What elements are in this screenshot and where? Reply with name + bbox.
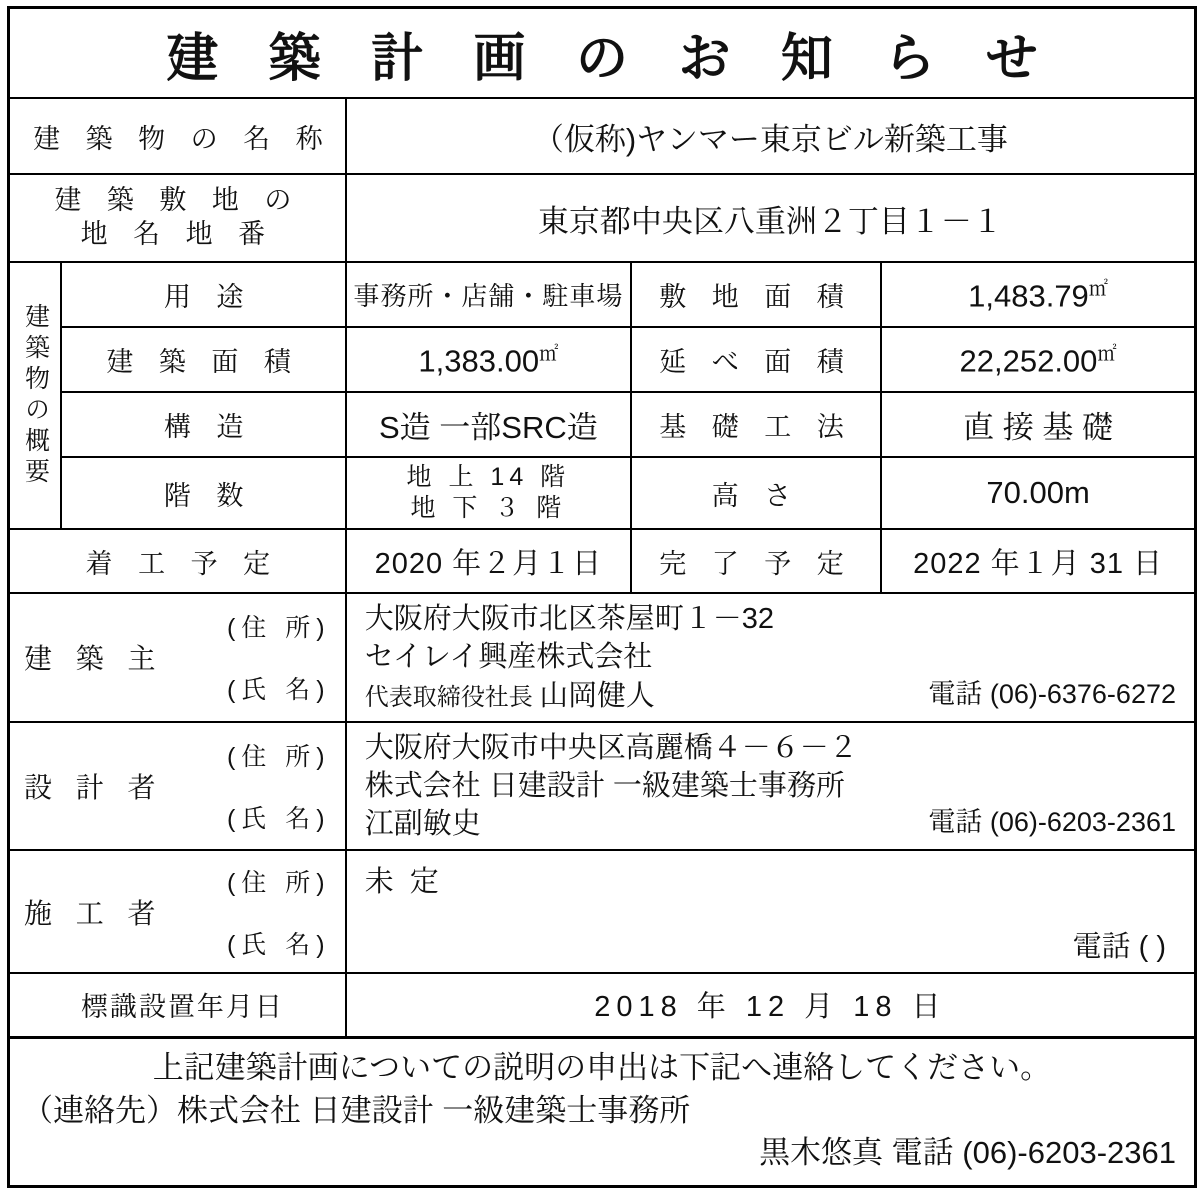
designer-person-name: 江副敏史 (364, 808, 481, 841)
total-floor-area-value: 22,252.00 (959, 343, 1098, 379)
owner-person-title: 代表取締役社長 (364, 683, 533, 711)
builder-address-sublabel: (住 所) (226, 868, 331, 897)
structure-label-cell (61, 392, 346, 457)
outline-vertical-label: 建築物の概要 (21, 302, 50, 489)
floors-label-cell (61, 457, 346, 529)
footer-contact-block (7, 1039, 1197, 1188)
designer-tel: 電話 (06)-6203-2361 (928, 807, 1176, 838)
site-address-label-cell (9, 174, 346, 262)
designer-address: 大阪府大阪市中央区高麗橋４－６－２ (364, 731, 858, 764)
finish-value: 2022 年１月 31 日 (881, 529, 1195, 593)
site-address-row (9, 174, 1196, 262)
footer-line-1: 上記建築計画についての説明の申出は下記へ連絡してください。 (152, 1049, 1052, 1085)
designer-label-cell (9, 722, 346, 851)
start-value: 2020 年２月１日 (346, 529, 631, 593)
total-floor-area-label: 延 べ 面 積 (659, 347, 853, 377)
building-area-label-cell (61, 327, 346, 392)
foundation-value: 直 接 基 礎 (881, 392, 1195, 457)
footer-line-3: 黒木悠真 電話 (06)-6203-2361 (759, 1135, 1176, 1171)
footer-line-2: （連絡先）株式会社 日建設計 一級建築士事務所 (22, 1092, 691, 1128)
total-floor-area-unit: ㎡ (1097, 344, 1117, 366)
install-date-label-cell (9, 973, 346, 1038)
outline-use-row (9, 262, 1196, 327)
builder-name-sublabel: (氏 名) (226, 930, 331, 959)
finish-label: 完 了 予 定 (659, 548, 853, 579)
total-floor-area-value-cell (881, 327, 1195, 392)
owner-tel: 電話 (06)-6376-6272 (928, 678, 1176, 709)
designer-row (9, 722, 1196, 851)
building-area-value-cell (346, 327, 631, 392)
builder-label-cell (9, 850, 346, 973)
building-name-row (9, 98, 1196, 174)
site-area-value-cell (881, 262, 1195, 327)
owner-label-cell (9, 593, 346, 722)
title-row (9, 8, 1196, 99)
building-area-label: 建 築 面 積 (106, 347, 300, 377)
builder-value-cell (346, 850, 1196, 973)
use-value: 事務所・店舗・駐車場 (346, 262, 631, 327)
building-area-value: 1,383.00 (418, 343, 540, 379)
install-date-value-cell (346, 973, 1196, 1038)
owner-address-sublabel: (住 所) (226, 614, 331, 643)
site-address-label-line1: 建 築 敷 地 の (54, 185, 301, 216)
notice-table (7, 6, 1197, 1039)
designer-address-sublabel: (住 所) (226, 742, 331, 771)
building-name-label: 建 築 物 の 名 称 (33, 123, 332, 154)
finish-label-cell (631, 529, 881, 593)
owner-row (9, 593, 1196, 722)
install-date-row (9, 973, 1196, 1038)
building-area-unit: ㎡ (539, 344, 559, 366)
floors-label: 階 数 (163, 480, 253, 511)
site-area-value: 1,483.79 (968, 278, 1089, 314)
owner-person-name: 山岡健人 (539, 679, 655, 712)
height-label: 高 さ (711, 480, 801, 511)
install-date-value: 2018 年 12 月 18 日 (594, 991, 947, 1024)
site-address-label-line2: 地 名 地 番 (80, 219, 275, 249)
schedule-row (9, 529, 1196, 593)
start-label: 着 工 予 定 (85, 548, 280, 579)
site-area-label: 敷 地 面 積 (659, 282, 853, 312)
notice-title-cell (9, 8, 1196, 99)
owner-company: セイレイ興産株式会社 (364, 641, 653, 674)
owner-label: 建 築 主 (24, 643, 164, 675)
page-title: 建 築 計 画 の お 知 ら せ (166, 29, 1056, 88)
designer-company: 株式会社 日建設計 一級建築士事務所 (364, 769, 845, 802)
builder-value: 未 定 (364, 866, 443, 899)
use-label: 用 途 (163, 282, 253, 312)
floors-below-value: 地 下 ３ 階 (410, 494, 567, 522)
building-name-value: （仮称)ヤンマー東京ビル新築工事 (346, 98, 1196, 174)
start-label-cell (9, 529, 346, 593)
floors-above-value: 地 上 14 階 (406, 462, 571, 491)
site-area-label-cell (631, 262, 881, 327)
foundation-label: 基 礎 工 法 (659, 412, 853, 442)
site-area-unit: ㎡ (1088, 279, 1109, 301)
designer-name-sublabel: (氏 名) (226, 804, 331, 833)
owner-address: 大阪府大阪市北区茶屋町１－32 (364, 603, 775, 635)
floors-value-cell (346, 457, 631, 529)
structure-value: S造 一部SRC造 (346, 392, 631, 457)
outline-structure-row (9, 392, 1196, 457)
total-floor-area-label-cell (631, 327, 881, 392)
use-label-cell (61, 262, 346, 327)
height-label-cell (631, 457, 881, 529)
install-date-label: 標識設置年月日 (80, 992, 284, 1023)
outline-vertical-label-cell (9, 262, 61, 529)
builder-row (9, 850, 1196, 973)
structure-label: 構 造 (163, 412, 253, 442)
owner-name-sublabel: (氏 名) (226, 676, 331, 705)
builder-label: 施 工 者 (24, 897, 164, 929)
height-value: 70.00m (881, 457, 1195, 529)
designer-label: 設 計 者 (24, 771, 164, 803)
outline-area-row (9, 327, 1196, 392)
foundation-label-cell (631, 392, 881, 457)
owner-value-cell (346, 593, 1196, 722)
builder-tel: 電話 ( ) (1072, 930, 1166, 963)
site-address-value: 東京都中央区八重洲２丁目１－１ (346, 174, 1196, 262)
outline-floors-row (9, 457, 1196, 529)
building-name-label-cell (9, 98, 346, 174)
designer-value-cell (346, 722, 1196, 851)
